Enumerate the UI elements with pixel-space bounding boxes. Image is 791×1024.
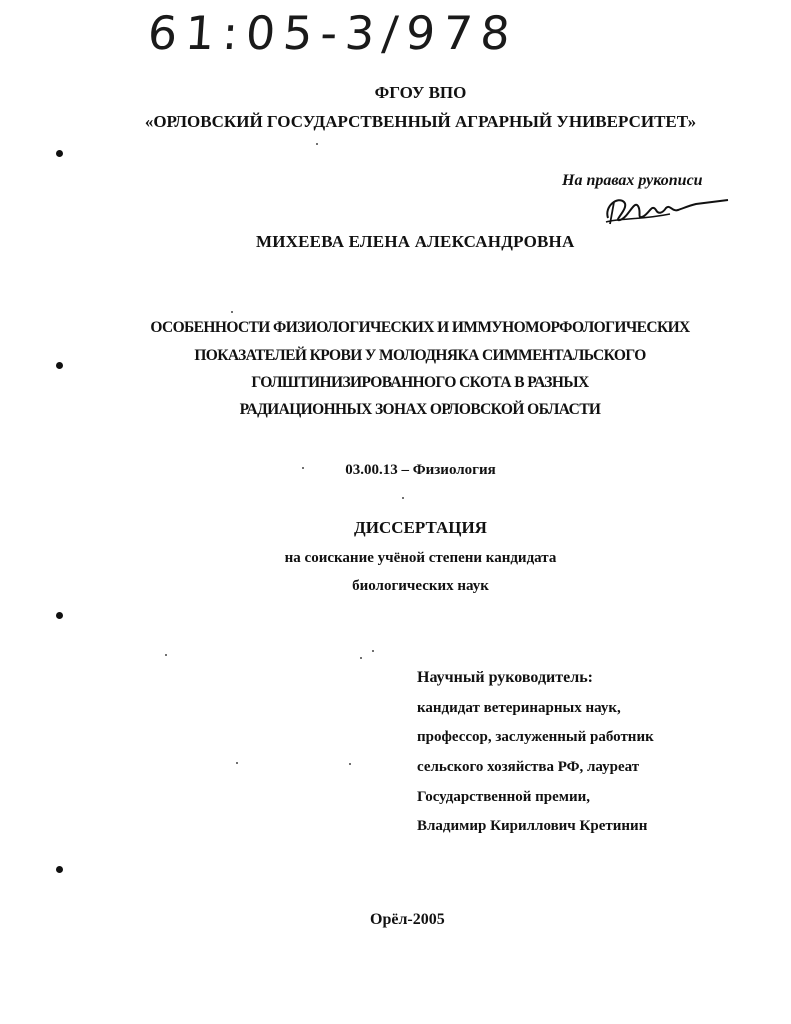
title-line: РАДИАЦИОННЫХ ЗОНАХ ОРЛОВСКОЙ ОБЛАСТИ (239, 401, 601, 418)
scan-speck (402, 497, 404, 499)
institution-name: «ОРЛОВСКИЙ ГОСУДАРСТВЕННЫЙ АГРАРНЫЙ УНИВЕРСИТЕТ» (144, 112, 697, 131)
institution-abbreviation: ФГОУ ВПО (374, 83, 467, 102)
supervisor-line: Государственной премии, (417, 789, 591, 805)
handwritten-catalog-number: 61:05-3/978 (146, 6, 520, 60)
supervisor-line: сельского хозяйства РФ, лауреат (417, 759, 640, 775)
supervisor-name: Владимир Кириллович Кретинин (417, 818, 648, 834)
margin-punch-dot (56, 150, 63, 157)
title-line: ГОЛШТИНИЗИРОВАННОГО СКОТА В РАЗНЫХ (251, 374, 589, 391)
scan-speck (360, 657, 362, 659)
title-line: ПОКАЗАТЕЛЕЙ КРОВИ У МОЛОДНЯКА СИММЕНТАЛЬСКОГО (194, 347, 646, 364)
title-line: ОСОБЕННОСТИ ФИЗИОЛОГИЧЕСКИХ И ИММУНОМОРФОЛОГИЧЕСКИХ (150, 319, 690, 336)
scan-speck (236, 762, 238, 764)
city-year: Орёл-2005 (370, 911, 445, 928)
work-type: ДИССЕРТАЦИЯ (354, 518, 487, 537)
scan-speck (372, 650, 374, 652)
margin-punch-dot (56, 612, 63, 619)
scan-speck (231, 311, 233, 313)
scan-speck (302, 467, 304, 469)
author-name: МИХЕЕВА ЕЛЕНА АЛЕКСАНДРОВНА (256, 232, 575, 251)
supervisor-heading: Научный руководитель: (417, 669, 593, 686)
scan-speck (165, 654, 167, 656)
degree-line: на соискание учёной степени кандидата (284, 550, 557, 566)
supervisor-line: профессор, заслуженный работник (417, 729, 654, 745)
degree-line: биологических наук (352, 578, 489, 594)
scan-speck (316, 143, 318, 145)
supervisor-line: кандидат ветеринарных наук, (417, 700, 621, 716)
scan-speck (349, 763, 351, 765)
margin-punch-dot (56, 866, 63, 873)
manuscript-rights-note: На правах рукописи (562, 172, 703, 189)
specialty-code: 03.00.13 – Физиология (345, 462, 496, 478)
signature-icon (600, 192, 730, 228)
